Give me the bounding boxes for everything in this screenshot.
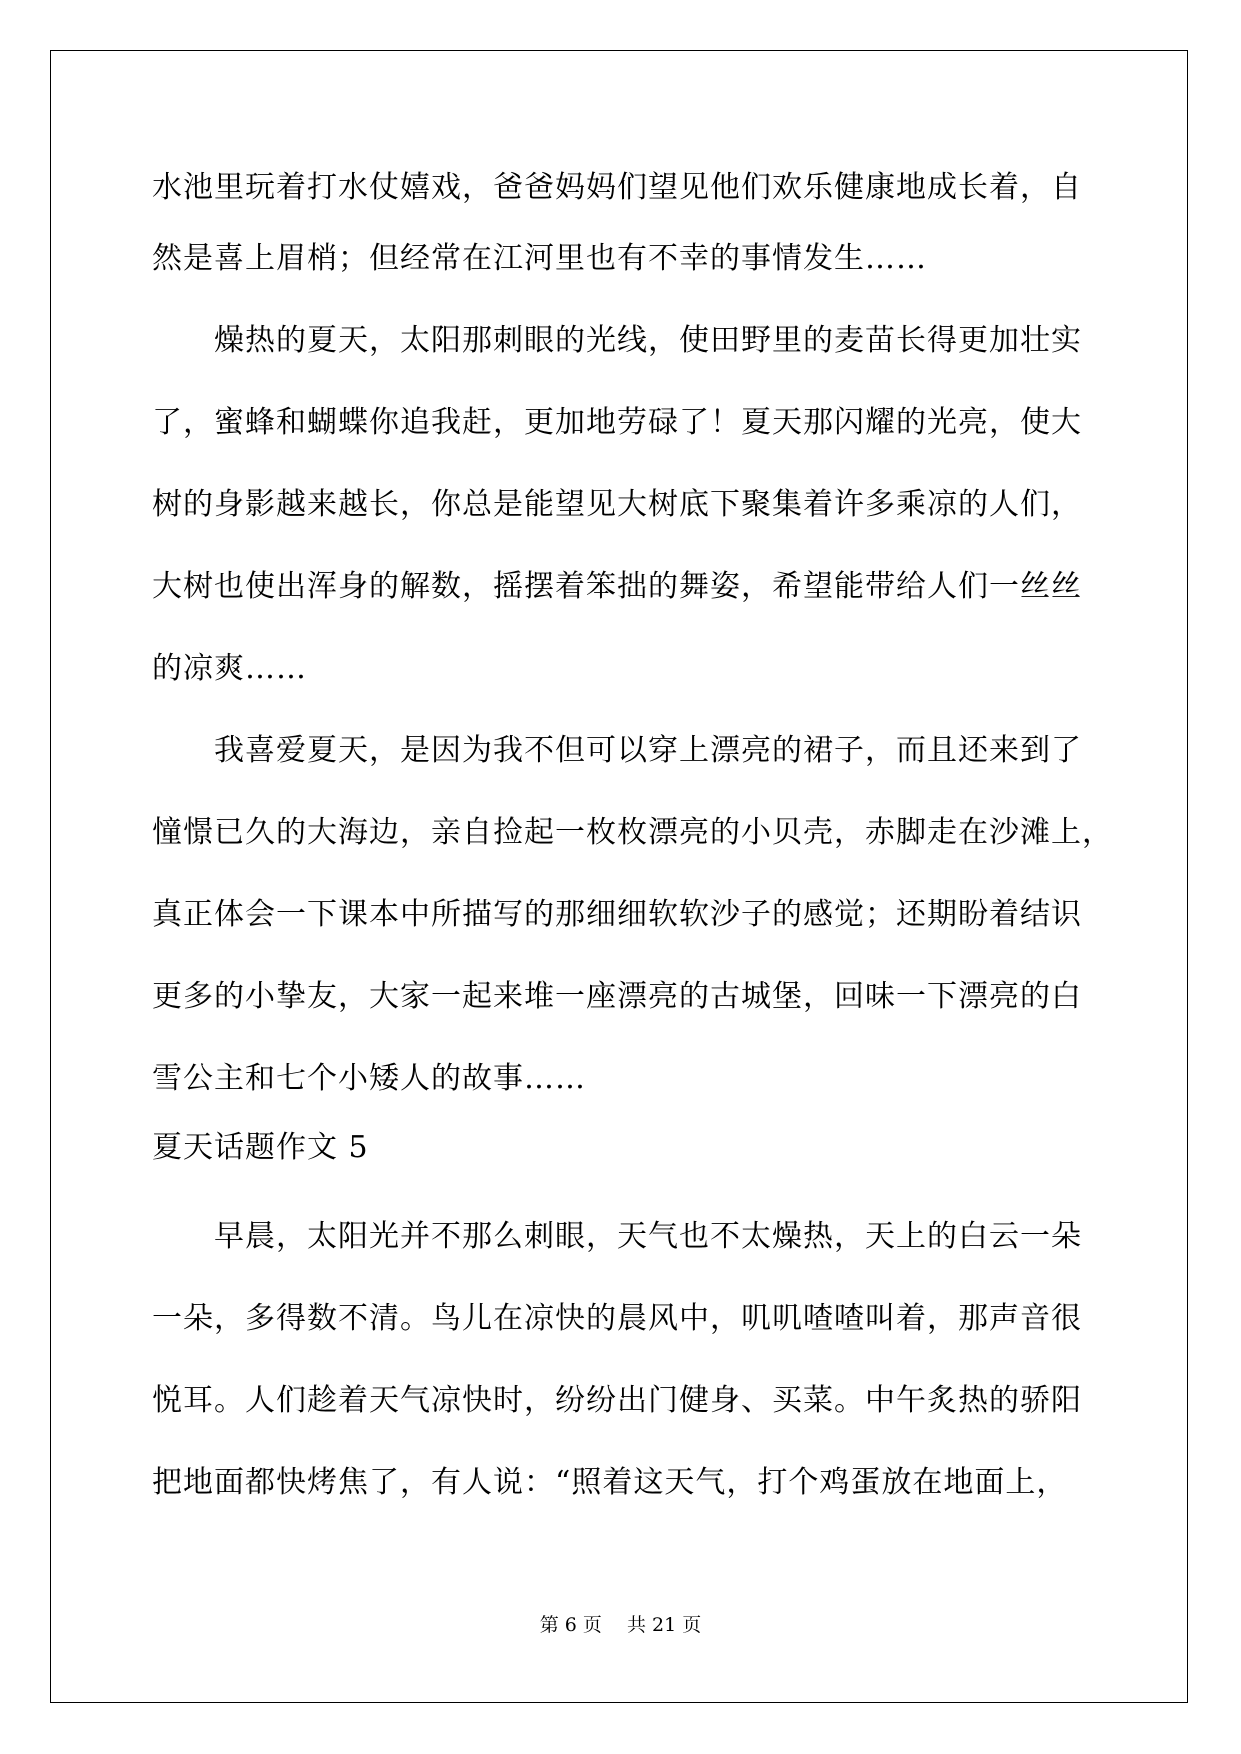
text-line: 更多的小挚友，大家一起来堆一座漂亮的古城堡，回味一下漂亮的白 xyxy=(152,979,1082,1014)
text-line: 憧憬已久的大海边，亲自捡起一枚枚漂亮的小贝壳，赤脚走在沙滩上， xyxy=(152,815,1113,850)
paragraph xyxy=(152,710,1113,1120)
paragraph xyxy=(152,300,1092,710)
text-line: 水池里玩着打水仗嬉戏，爸爸妈妈们望见他们欢乐健康地成长着，自 xyxy=(152,170,1082,205)
text-line: 燥热的夏天，太阳那刺眼的光线，使田野里的麦苗长得更加壮实 xyxy=(214,323,1082,358)
text-line: 悦耳。人们趁着天气凉快时，纷纷出门健身、买菜。中午炙热的骄阳 xyxy=(152,1383,1082,1418)
text-line: 树的身影越来越长，你总是能望见大树底下聚集着许多乘凉的人们， xyxy=(152,487,1082,522)
text-line: 真正体会一下课本中所描写的那细细软软沙子的感觉；还期盼着结识 xyxy=(152,897,1082,932)
text-line: 雪公主和七个小矮人的故事…… xyxy=(152,1061,586,1096)
text-line: 一朵，多得数不清。鸟儿在凉快的晨风中，叽叽喳喳叫着，那声音很 xyxy=(152,1301,1082,1336)
section-heading: 夏天话题作文 5 xyxy=(152,1130,369,1165)
text-line: 了，蜜蜂和蝴蝶你追我赶，更加地劳碌了！夏天那闪耀的光亮，使大 xyxy=(152,405,1082,440)
text-line: 的凉爽…… xyxy=(152,651,307,686)
paragraph xyxy=(152,158,1092,300)
text-line: 大树也使出浑身的解数，摇摆着笨拙的舞姿，希望能带给人们一丝丝 xyxy=(152,569,1082,604)
document-body xyxy=(152,158,1113,1524)
text-line: 早晨，太阳光并不那么刺眼，天气也不太燥热，天上的白云一朵 xyxy=(214,1219,1082,1254)
paragraph xyxy=(152,1196,1092,1524)
page-number-footer: 第 6 页 共 21 页 xyxy=(539,1614,702,1636)
text-line: 然是喜上眉梢；但经常在江河里也有不幸的事情发生…… xyxy=(152,241,927,276)
text-line: 把地面都快烤焦了，有人说：“照着这天气，打个鸡蛋放在地面上， xyxy=(152,1465,1068,1500)
text-line: 我喜爱夏天，是因为我不但可以穿上漂亮的裙子，而且还来到了 xyxy=(214,733,1082,768)
